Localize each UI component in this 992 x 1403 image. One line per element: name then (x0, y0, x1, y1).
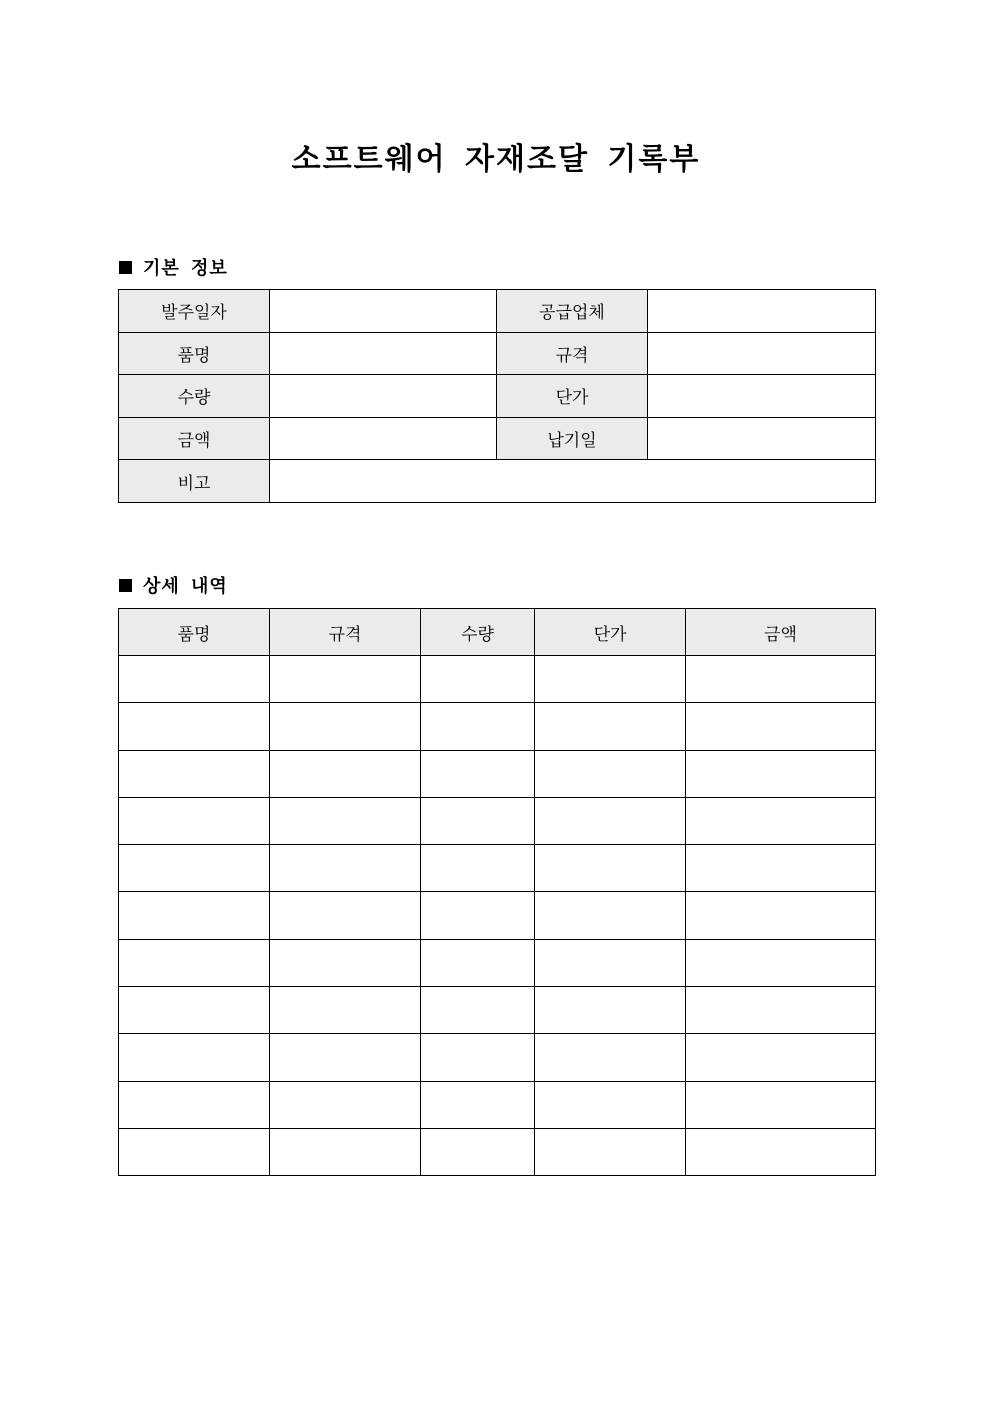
detail-heading-text: 상세 내역 (143, 576, 228, 597)
field-label: 단가 (497, 375, 648, 418)
table-cell[interactable] (270, 939, 421, 986)
table-cell[interactable] (686, 845, 876, 892)
table-row (119, 797, 876, 844)
table-row (119, 892, 876, 939)
table-cell[interactable] (270, 797, 421, 844)
field-label: 납기일 (497, 417, 648, 460)
field-value[interactable] (648, 417, 876, 460)
table-cell[interactable] (421, 656, 535, 703)
table-cell[interactable] (119, 797, 270, 844)
table-row (119, 1034, 876, 1081)
table-cell[interactable] (270, 1034, 421, 1081)
document-title: 소프트웨어 자재조달 기록부 (291, 142, 701, 177)
table-row (119, 987, 876, 1034)
table-cell[interactable] (686, 892, 876, 939)
basic-info-row (119, 375, 876, 418)
remarks-value[interactable] (270, 460, 876, 503)
table-cell[interactable] (686, 939, 876, 986)
table-row (119, 845, 876, 892)
basic-info-row (119, 332, 876, 375)
table-cell[interactable] (270, 703, 421, 750)
field-value[interactable] (270, 290, 497, 333)
table-cell[interactable] (270, 845, 421, 892)
table-cell[interactable] (535, 703, 686, 750)
remarks-row (119, 460, 876, 503)
table-row (119, 939, 876, 986)
field-label: 발주일자 (119, 290, 270, 333)
table-cell[interactable] (119, 1128, 270, 1175)
table-cell[interactable] (421, 703, 535, 750)
square-bullet-icon (119, 261, 132, 274)
table-row (119, 703, 876, 750)
basic-info-row (119, 417, 876, 460)
field-label: 공급업체 (497, 290, 648, 333)
column-header: 품명 (119, 609, 270, 656)
basic-info-row (119, 290, 876, 333)
table-row (119, 1128, 876, 1175)
table-cell[interactable] (119, 1034, 270, 1081)
detail-heading (119, 572, 228, 598)
table-cell[interactable] (535, 1128, 686, 1175)
basic-info-heading (119, 254, 228, 280)
table-cell[interactable] (421, 892, 535, 939)
column-header: 규격 (270, 609, 421, 656)
table-cell[interactable] (421, 1128, 535, 1175)
table-cell[interactable] (421, 845, 535, 892)
table-cell[interactable] (686, 1081, 876, 1128)
table-cell[interactable] (421, 987, 535, 1034)
field-label: 품명 (119, 332, 270, 375)
table-cell[interactable] (119, 1081, 270, 1128)
table-cell[interactable] (686, 750, 876, 797)
table-cell[interactable] (535, 1034, 686, 1081)
basic-info-heading-text: 기본 정보 (143, 258, 228, 279)
table-cell[interactable] (270, 1081, 421, 1128)
table-cell[interactable] (535, 797, 686, 844)
basic-info-table (118, 289, 876, 503)
table-cell[interactable] (421, 1081, 535, 1128)
field-value[interactable] (270, 417, 497, 460)
table-cell[interactable] (535, 892, 686, 939)
table-cell[interactable] (686, 656, 876, 703)
table-cell[interactable] (421, 939, 535, 986)
table-cell[interactable] (421, 797, 535, 844)
table-cell[interactable] (119, 845, 270, 892)
table-cell[interactable] (535, 750, 686, 797)
table-cell[interactable] (421, 1034, 535, 1081)
table-cell[interactable] (119, 703, 270, 750)
table-cell[interactable] (119, 656, 270, 703)
column-header: 단가 (535, 609, 686, 656)
table-cell[interactable] (421, 750, 535, 797)
square-bullet-icon (119, 579, 132, 592)
table-cell[interactable] (686, 1034, 876, 1081)
table-cell[interactable] (119, 892, 270, 939)
field-label: 금액 (119, 417, 270, 460)
table-cell[interactable] (270, 1128, 421, 1175)
table-cell[interactable] (686, 797, 876, 844)
table-cell[interactable] (686, 1128, 876, 1175)
table-cell[interactable] (686, 703, 876, 750)
field-value[interactable] (648, 290, 876, 333)
detail-header-row (119, 609, 876, 656)
table-cell[interactable] (535, 656, 686, 703)
field-value[interactable] (270, 332, 497, 375)
remarks-label: 비고 (119, 460, 270, 503)
table-row (119, 656, 876, 703)
field-value[interactable] (270, 375, 497, 418)
field-label: 규격 (497, 332, 648, 375)
table-cell[interactable] (270, 750, 421, 797)
detail-table (118, 608, 876, 1176)
table-cell[interactable] (119, 939, 270, 986)
table-cell[interactable] (535, 987, 686, 1034)
table-cell[interactable] (270, 987, 421, 1034)
table-cell[interactable] (119, 987, 270, 1034)
field-label: 수량 (119, 375, 270, 418)
table-cell[interactable] (535, 1081, 686, 1128)
table-cell[interactable] (535, 939, 686, 986)
table-cell[interactable] (119, 750, 270, 797)
field-value[interactable] (648, 332, 876, 375)
field-value[interactable] (648, 375, 876, 418)
table-cell[interactable] (270, 892, 421, 939)
table-cell[interactable] (535, 845, 686, 892)
table-row (119, 750, 876, 797)
table-row (119, 1081, 876, 1128)
column-header: 수량 (421, 609, 535, 656)
column-header: 금액 (686, 609, 876, 656)
table-cell[interactable] (686, 987, 876, 1034)
table-cell[interactable] (270, 656, 421, 703)
